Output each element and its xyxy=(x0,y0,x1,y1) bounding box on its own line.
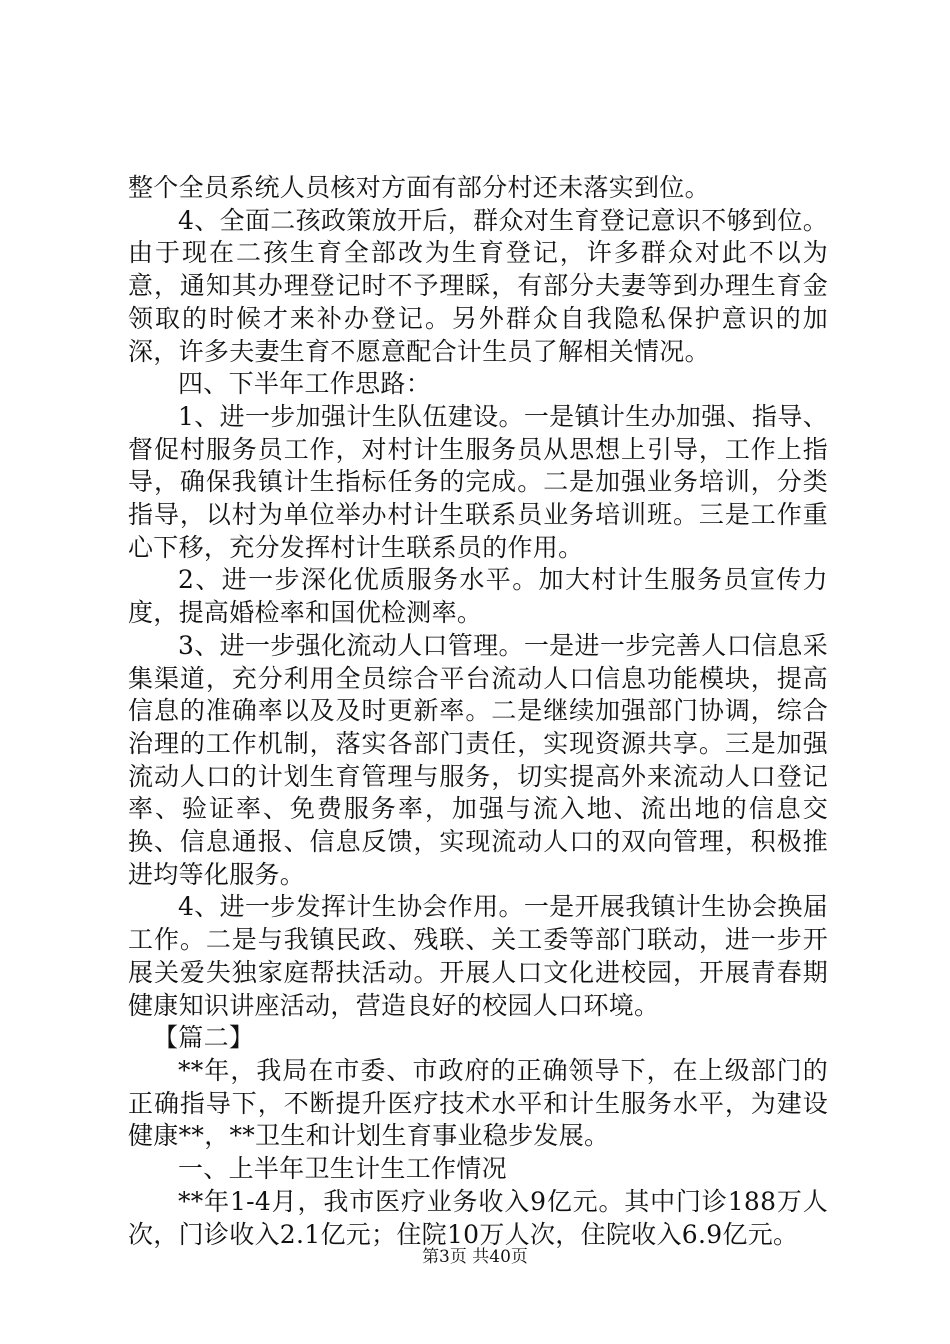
paragraph-problem-4: 4、全面二孩政策放开后，群众对生育登记意识不够到位。由于现在二孩生育全部改为生育登记，许多群众对此不以为意，通知其办理登记时不予理睬，有部分夫妻等到办理生育金领取的时候才来补办登记。另外群众自我隐私保护意识的加深，许多夫妻生育不愿意配合计生员了解相关情况。 xyxy=(128,205,828,366)
paragraph-plan-2: 2、进一步深化优质服务水平。加大村计生服务员宣传力度，提高婚检率和国优检测率。 xyxy=(128,565,828,628)
paragraph-plan-1: 1、进一步加强计生队伍建设。一是镇计生办加强、指导、督促村服务员工作，对村计生服务员从思想上引导，工作上指导，确保我镇计生指标任务的完成。二是加强业务培训，分类指导，以村为单位举办村计生联系员业务培训班。三是工作重心下移，充分发挥村计生联系员的作用。 xyxy=(128,401,828,562)
paragraph-revenue: **年1-4月，我市医疗业务收入9亿元。其中门诊188万人次，门诊收入2.1亿元；住院10万人次，住院收入6.9亿元。 xyxy=(128,1186,828,1249)
section-heading-part-two: 【篇二】 xyxy=(153,1023,255,1053)
page-number-footer: 第3页 共40页 xyxy=(422,1247,528,1267)
paragraph-continuation: 整个全员系统人员核对方面有部分村还未落实到位。 xyxy=(128,173,710,202)
section-heading-plan: 四、下半年工作思路： xyxy=(178,369,432,399)
document-body xyxy=(128,172,828,1251)
section-heading-first-half: 一、上半年卫生计生工作情况 xyxy=(178,1154,507,1184)
paragraph-plan-4: 4、进一步发挥计生协会作用。一是开展我镇计生协会换届工作。二是与我镇民政、残联、关工委等部门联动，进一步开展关爱失独家庭帮扶活动。开展人口文化进校园，开展青春期健康知识讲座活动，营造良好的校园人口环境。 xyxy=(128,892,828,1020)
paragraph-intro-part-two: **年，我局在市委、市政府的正确领导下，在上级部门的正确指导下，不断提升医疗技术水平和计生服务水平，为建设健康**，**卫生和计划生育事业稳步发展。 xyxy=(128,1055,828,1151)
paragraph-plan-3: 3、进一步强化流动人口管理。一是进一步完善人口信息采集渠道，充分利用全员综合平台流动人口信息功能模块，提高信息的准确率以及及时更新率。二是继续加强部门协调，综合治理的工作机制，落实各部门责任，实现资源共享。三是加强流动人口的计划生育管理与服务，切实提高外来流动人口登记率、验证率、免费服务率，加强与流入地、流出地的信息交换、信息通报、信息反馈，实现流动人口的双向管理，积极推进均等化服务。 xyxy=(128,630,828,889)
